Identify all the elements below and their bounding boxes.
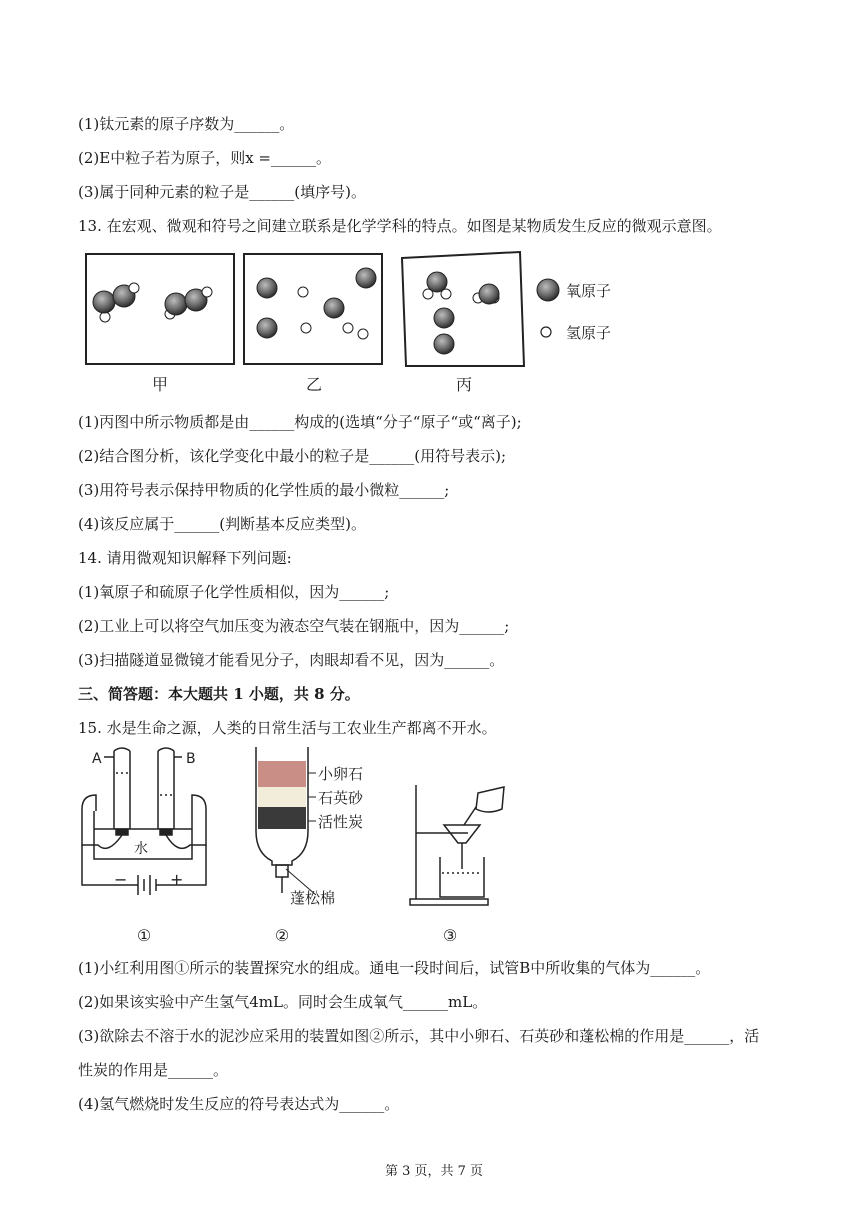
label-b: B (186, 751, 196, 767)
question-12-part-1: (1)钛元素的原子序数为______。 (78, 115, 295, 133)
figure-number-1: ① (136, 926, 152, 945)
molecule-h2o2 (165, 287, 212, 319)
legend-hydrogen: 氢原子 (566, 324, 612, 342)
question-15-part-4: (4)氢气燃烧时发生反应的符号表达式为______。 (78, 1095, 400, 1113)
label-water: 水 (134, 841, 148, 857)
question-13-part-4: (4)该反应属于______(判断基本反应类型)。 (78, 515, 366, 533)
electrolysis-apparatus (82, 748, 206, 895)
reaction-micro-diagram (80, 248, 620, 396)
question-15-part-1: (1)小红利用图①所示的装置探究水的组成。通电一段时间后，试管B中所收集的气体为______。 (78, 959, 711, 977)
question-12-part-3: (3)属于同种元素的粒子是______(填序号)。 (78, 183, 366, 201)
question-15-part-3b: 性炭的作用是______。 (78, 1061, 229, 1079)
molecule-h2o2 (93, 283, 139, 322)
label-plus: + (170, 870, 184, 889)
question-13-part-3: (3)用符号表示保持甲物质的化学性质的最小微粒______; (78, 481, 450, 499)
question-13-part-2: (2)结合图分析，该化学变化中最小的粒子是______(用符号表示); (78, 447, 507, 465)
label-activated-carbon: 活性炭 (318, 813, 364, 831)
question-14-part-1: (1)氧原子和硫原子化学性质相似，因为______; (78, 583, 390, 601)
label-a: A (92, 751, 102, 767)
filtration-apparatus (410, 785, 504, 905)
label-minus: − (114, 870, 128, 889)
legend-oxygen: 氧原子 (566, 282, 612, 300)
label-pebbles: 小卵石 (318, 765, 364, 783)
question-14-part-2: (2)工业上可以将空气加压变为液态空气装在钢瓶中，因为______; (78, 617, 510, 635)
question-15-part-3a: (3)欲除去不溶于水的泥沙应采用的装置如图②所示，其中小卵石、石英砂和蓬松棉的作用是______，活 (78, 1027, 760, 1045)
label-yi: 乙 (305, 375, 323, 394)
question-15-stem: 15. 水是生命之源，人类的日常生活与工农业生产都离不开水。 (78, 719, 497, 737)
label-bing: 丙 (455, 375, 473, 394)
box-bing (402, 252, 524, 366)
water-filter-apparatus (256, 747, 316, 895)
question-15-part-2: (2)如果该实验中产生氢气4mL。同时会生成氧气______mL。 (78, 993, 488, 1011)
label-quartz-sand: 石英砂 (318, 789, 364, 807)
question-13-stem: 13. 在宏观、微观和符号之间建立联系是化学学科的特点。如图是某物质发生反应的微观示意图。 (78, 217, 722, 235)
question-14-stem: 14. 请用微观知识解释下列问题: (78, 549, 292, 567)
question-13-part-1: (1)丙图中所示物质都是由______构成的(选填“分子“原子“或“离子); (78, 413, 522, 431)
question-12-part-2: (2)E中粒子若为原子，则x =______。 (78, 149, 331, 167)
figure-number-3: ③ (442, 926, 458, 945)
label-cotton: 蓬松棉 (290, 889, 336, 907)
water-experiment-figure (78, 745, 538, 945)
figure-number-2: ② (274, 926, 290, 945)
label-jia: 甲 (151, 375, 169, 394)
section-3-heading: 三、简答题：本大题共 1 小题，共 8 分。 (78, 685, 360, 703)
question-14-part-3: (3)扫描隧道显微镜才能看见分子，肉眼却看不见，因为______。 (78, 651, 505, 669)
page-footer: 第 3 页，共 7 页 (384, 1164, 484, 1179)
